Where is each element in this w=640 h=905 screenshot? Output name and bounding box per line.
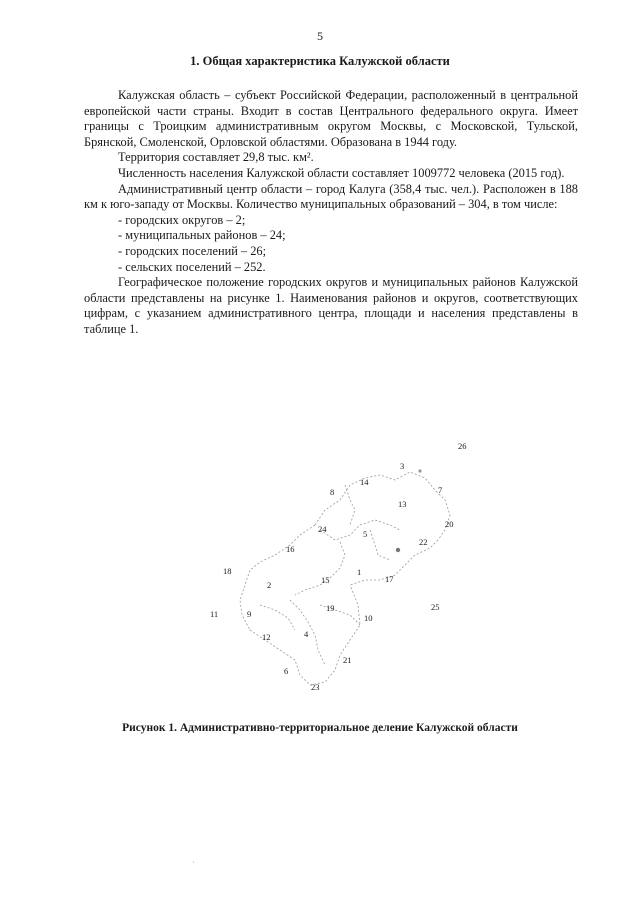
map-inner-5: [260, 605, 295, 630]
map-label-2: 2: [267, 580, 272, 590]
list-item: - муниципальных районов – 24;: [118, 228, 286, 243]
paragraph-geography: Географическое положение городских округов и муниципальных районов Калужской области представлены на рисунке 1. Наименования районов и округов, соответствующих цифрам, с указанием административного центра, площади и населения представлены в таблице 1.: [84, 275, 578, 336]
body-text: [84, 88, 578, 338]
map-inner-7: [345, 485, 355, 525]
region-map: [200, 430, 490, 700]
figure-caption: Рисунок 1. Административно-территориальное деление Калужской области: [122, 722, 518, 734]
map-label-15: 15: [321, 575, 330, 585]
map-label-8: 8: [330, 487, 335, 497]
map-label-25: 25: [431, 602, 440, 612]
map-border-west: [240, 525, 315, 630]
map-label-6: 6: [284, 666, 289, 676]
map-label-14: 14: [360, 477, 369, 487]
map-label-26: 26: [458, 441, 467, 451]
map-label-18: 18: [223, 566, 232, 576]
map-label-11: 11: [210, 609, 219, 619]
map-label-16: 16: [286, 544, 295, 554]
map-inner-6: [370, 530, 390, 560]
footer-mark: ·: [192, 858, 195, 867]
list-item: - сельских поселений – 252.: [118, 259, 266, 274]
map-label-9: 9: [247, 609, 252, 619]
map-label-1: 1: [357, 567, 362, 577]
paragraph-admin-center: Административный центр области – город Калуга (358,4 тыс. чел.). Расположен в 188 км к юго-западу от Москвы. Количество муниципальных образований – 304, в том числе:: [84, 181, 578, 212]
page-number: 5: [317, 29, 323, 43]
map-label-10: 10: [364, 613, 373, 623]
map-label-5: 5: [363, 529, 368, 539]
page-title: 1. Общая характеристика Калужской области: [190, 54, 450, 68]
paragraph-territory: Территория составляет 29,8 тыс. км².: [118, 150, 314, 165]
map-label-3: 3: [400, 461, 405, 471]
map-label-20: 20: [445, 519, 454, 529]
map-label-13: 13: [398, 499, 407, 509]
map-label-24: 24: [318, 524, 327, 534]
city-marker: [396, 548, 400, 552]
map-label-19: 19: [326, 603, 335, 613]
list-item: - городских округов – 2;: [118, 212, 246, 227]
map-border-north: [315, 472, 450, 540]
map-inner-1: [320, 520, 400, 540]
list-item: - городских поселений – 26;: [118, 243, 267, 258]
map-label-17: 17: [385, 574, 394, 584]
map-label-12: 12: [262, 632, 271, 642]
paragraph-population: Численность населения Калужской области составляет 1009772 человека (2015 год).: [118, 165, 565, 180]
municipalities-list: [84, 213, 578, 275]
map-label-21: 21: [343, 655, 352, 665]
paragraph-intro: Калужская область – субъект Российской Федерации, расположенный в центральной европейской части страны. Входит в состав Центрального федерального округа. Имеет границы с Троицким административным округом Москвы, с Московской, Тульской, Брянской, Смоленской, Орловской областями. Образована в 1944 году.: [84, 88, 578, 149]
map-label-22: 22: [419, 537, 428, 547]
map-inner-2: [295, 542, 345, 595]
city-marker: [418, 469, 421, 472]
map-label-4: 4: [304, 629, 309, 639]
map-label-23: 23: [311, 682, 320, 692]
map-label-7: 7: [438, 485, 443, 495]
